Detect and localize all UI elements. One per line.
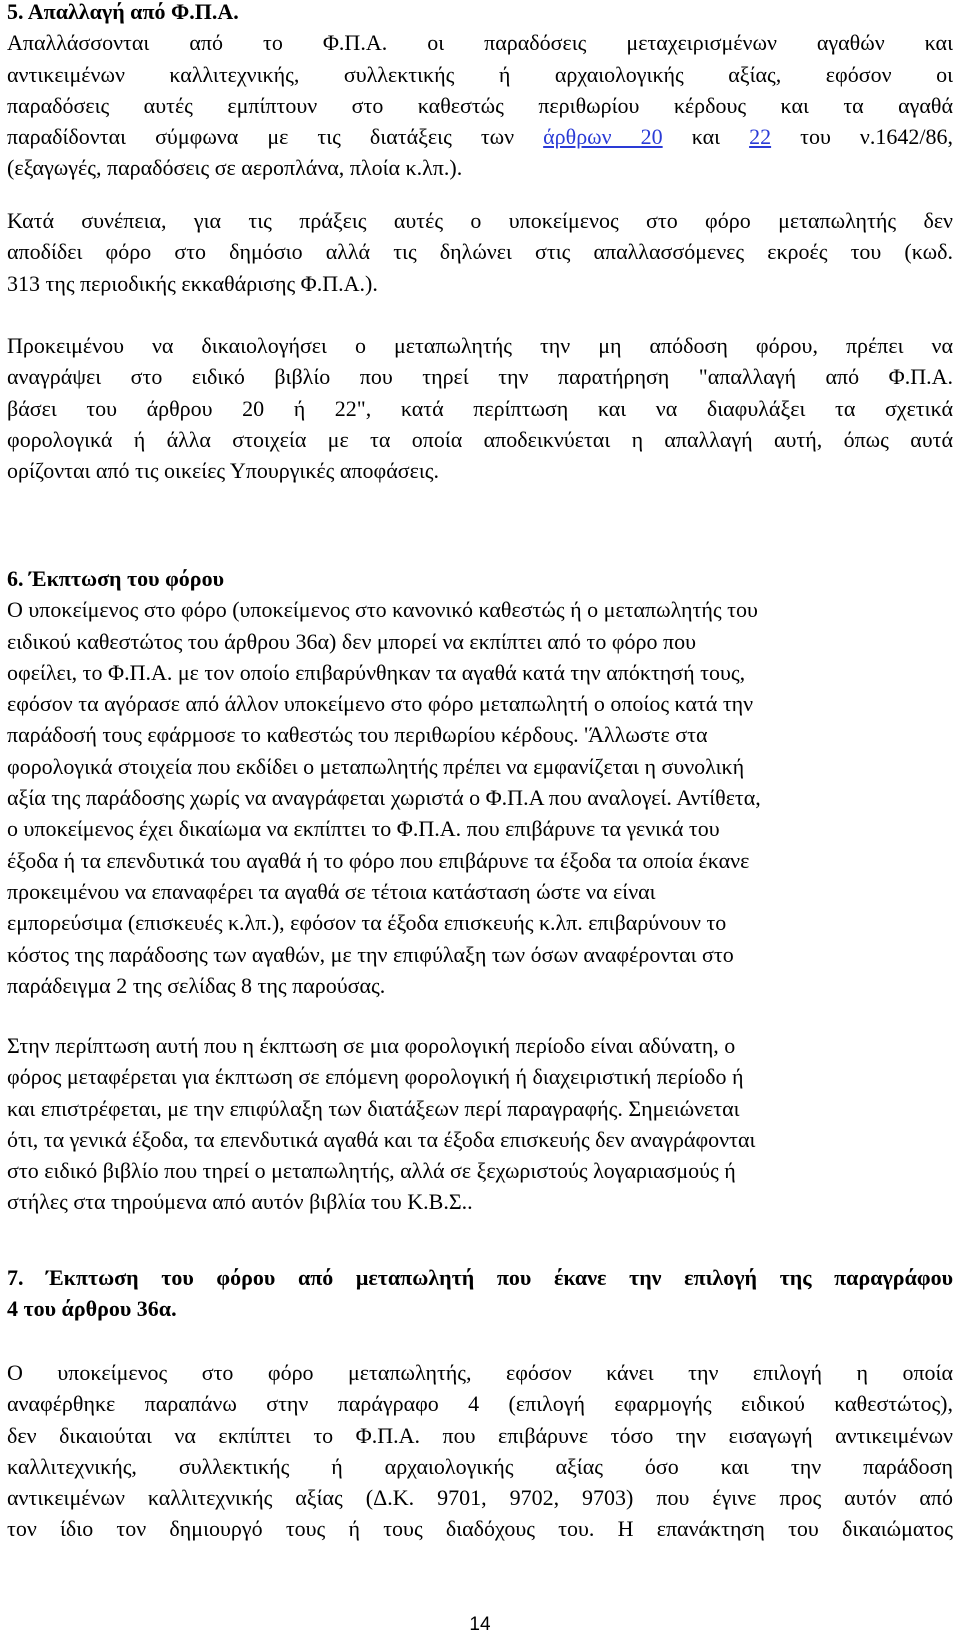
text-line: Κατά συνέπεια, για τις πράξεις αυτές ο υποκείμενος στο φόρο μεταπωλητής δεν	[7, 208, 953, 233]
text-line: παράδειγμα 2 της σελίδας 8 της παρούσας.	[7, 972, 386, 998]
text-line: και επιστρέφεται, με την επιφύλαξη των διατάξεων περί παραγραφής. Σημειώνεται	[7, 1095, 740, 1121]
text-line: Απαλλάσσονται από το Φ.Π.Α. οι παραδόσεις μεταχειρισμένων αγαθών και	[7, 30, 953, 56]
text-line: φόρος μεταφέρεται για έκπτωση σε επόμενη φορολογική ή διαχειριστική περίοδο ή	[7, 1064, 744, 1090]
text-line: δεν δικαιούται να εκπίπτει το Φ.Π.Α. που επιβάρυνε τόσο την εισαγωγή αντικειμένων	[7, 1422, 953, 1448]
text-line: Ο υποκείμενος στο φόρο μεταπωλητής, εφόσον κάνει την επιλογή η οποία	[7, 1360, 953, 1385]
text-line: ορίζονται από τις οικείες Υπουργικές αποφάσεις.	[7, 458, 439, 484]
heading-line: 4 του άρθρου 36α.	[7, 1296, 177, 1322]
text-line: τον ίδιο τον δημιουργό τους ή τους διαδόχους του. Η επανάκτηση του δικαιώματος	[7, 1516, 953, 1542]
text-line: Στην περίπτωση αυτή που η έκπτωση σε μια φορολογική περίοδο είναι αδύνατη, ο	[7, 1033, 736, 1058]
text-line: αναφέρθηκε παραπάνω στην παράγραφο 4 (επιλογή εφαρμογής ειδικού καθεστώτος),	[7, 1391, 953, 1417]
text-run: και	[662, 124, 750, 150]
section-6-paragraph-2	[7, 1030, 953, 1218]
text-line	[7, 121, 953, 152]
text-line: Προκειμένου να δικαιολογήσει ο μεταπωλητής την μη απόδοση φόρου, πρέπει να	[7, 333, 953, 358]
text-line: φορολογικά στοιχεία που εκδίδει ο μεταπωλητής πρέπει να εμφανίζεται η συνολική	[7, 753, 745, 779]
text-line: καλλιτεχνικής, συλλεκτικής ή αρχαιολογικής αξίας όσο και την παράδοση	[7, 1453, 953, 1479]
article-22-link[interactable]: 22	[749, 124, 772, 150]
text-line: βάσει του άρθρου 20 ή 22", κατά περίπτωση και να διαφυλάξει τα σχετικά	[7, 395, 953, 421]
section-5-heading: 5. Απαλλαγή από Φ.Π.Α.	[7, 0, 239, 24]
text-line: παραδόσεις αυτές εμπίπτουν στο καθεστώς περιθωρίου κέρδους και τα αγαθά	[7, 92, 953, 118]
text-line: αντικειμένων καλλιτεχνικής, συλλεκτικής ή αρχαιολογικής αξίας, εφόσον οι	[7, 61, 953, 87]
heading-line: 7. Έκπτωση του φόρου από μεταπωλητή που έκανε την επιλογή της παραγράφου	[7, 1265, 953, 1290]
page-number: 14	[469, 1614, 491, 1635]
text-line: 313 της περιοδικής εκκαθάρισης Φ.Π.Α.).	[7, 270, 378, 296]
text-line: ο υποκείμενος έχει δικαίωμα να εκπίπτει το Φ.Π.Α. που επιβάρυνε τα γενικά του	[7, 816, 720, 842]
text-line: (εξαγωγές, παραδόσεις σε αεροπλάνα, πλοία κ.λπ.).	[7, 155, 463, 181]
section-5-paragraph-2	[7, 205, 953, 299]
text-line: αξία της παράδοσης χωρίς να αναγράφεται χωριστά ο Φ.Π.Α που αναλογεί. Αντίθετα,	[7, 785, 761, 811]
section-5	[7, 0, 953, 184]
section-6	[7, 563, 953, 1001]
document-page	[7, 0, 953, 1643]
section-5-paragraph-3	[7, 330, 953, 486]
text-line: εφόσον τα αγόρασε από άλλον υποκείμενο στο φόρο μεταπωλητή ο οποίος κατά την	[7, 691, 754, 717]
text-line: αντικειμένων καλλιτεχνικής αξίας (Δ.Κ. 9701, 9702, 9703) που έγινε προς αυτόν από	[7, 1485, 953, 1511]
article-20-link[interactable]: άρθρων 20	[543, 124, 663, 150]
text-run: παραδίδονται σύμφωνα με τις διατάξεις των	[7, 124, 544, 150]
text-run: του ν.1642/86,	[771, 124, 953, 150]
text-line: κόστος της παράδοσης των αγαθών, με την επιφύλαξη των όσων αναφέρονται στο	[7, 941, 734, 967]
text-line: οφείλει, το Φ.Π.Α. με τον οποίο επιβαρύνθηκαν τα αγαθά κατά την απόκτησή τους,	[7, 659, 746, 685]
text-line: στήλες στα τηρούμενα από αυτόν βιβλία του Κ.Β.Σ..	[7, 1189, 473, 1215]
section-6-heading: 6. Έκπτωση του φόρου	[7, 566, 225, 591]
section-7-paragraph-1	[7, 1357, 953, 1545]
text-line: παράδοσή τους εφάρμοσε το καθεστώς του περιθωρίου κέρδους. 'Άλλωστε στα	[7, 722, 708, 748]
text-line: ότι, τα γενικά έξοδα, τα επενδυτικά αγαθά και τα έξοδα επισκευής δεν αναγράφονται	[7, 1126, 756, 1152]
text-line: εμπορεύσιμα (επισκευές κ.λπ.), εφόσον τα έξοδα επισκευής κ.λπ. επιβαρύνουν το	[7, 910, 727, 936]
text-line: προκειμένου να επαναφέρει τα αγαθά σε τέτοια κατάσταση ώστε να είναι	[7, 878, 656, 904]
text-line: αποδίδει φόρο στο δημόσιο αλλά τις δηλώνει στις απαλλασσόμενες εκροές του (κωδ.	[7, 239, 953, 265]
text-line: φορολογικά ή άλλα στοιχεία με τα οποία αποδεικνύεται η απαλλαγή αυτή, όπως αυτά	[7, 426, 953, 452]
text-line: Ο υποκείμενος στο φόρο (υποκείμενος στο κανονικό καθεστώς ή ο μεταπωλητής του	[7, 597, 758, 623]
section-6-paragraph-1	[7, 594, 953, 1001]
section-5-paragraph-1	[7, 27, 953, 183]
text-line: αναγράψει στο ειδικό βιβλίο που τηρεί την παρατήρηση "απαλλαγή από Φ.Π.Α.	[7, 364, 953, 390]
section-7-heading	[7, 1262, 953, 1325]
text-line: στο ειδικό βιβλίο που τηρεί ο μεταπωλητής, αλλά σε ξεχωριστούς λογαριασμούς ή	[7, 1158, 736, 1184]
text-line: έξοδα ή τα επενδυτικά του αγαθά ή το φόρο που επιβάρυνε τα έξοδα τα οποία έκανε	[7, 847, 750, 873]
text-line: ειδικού καθεστώτος του άρθρου 36α) δεν μπορεί να εκπίπτει από το φόρο που	[7, 628, 697, 654]
